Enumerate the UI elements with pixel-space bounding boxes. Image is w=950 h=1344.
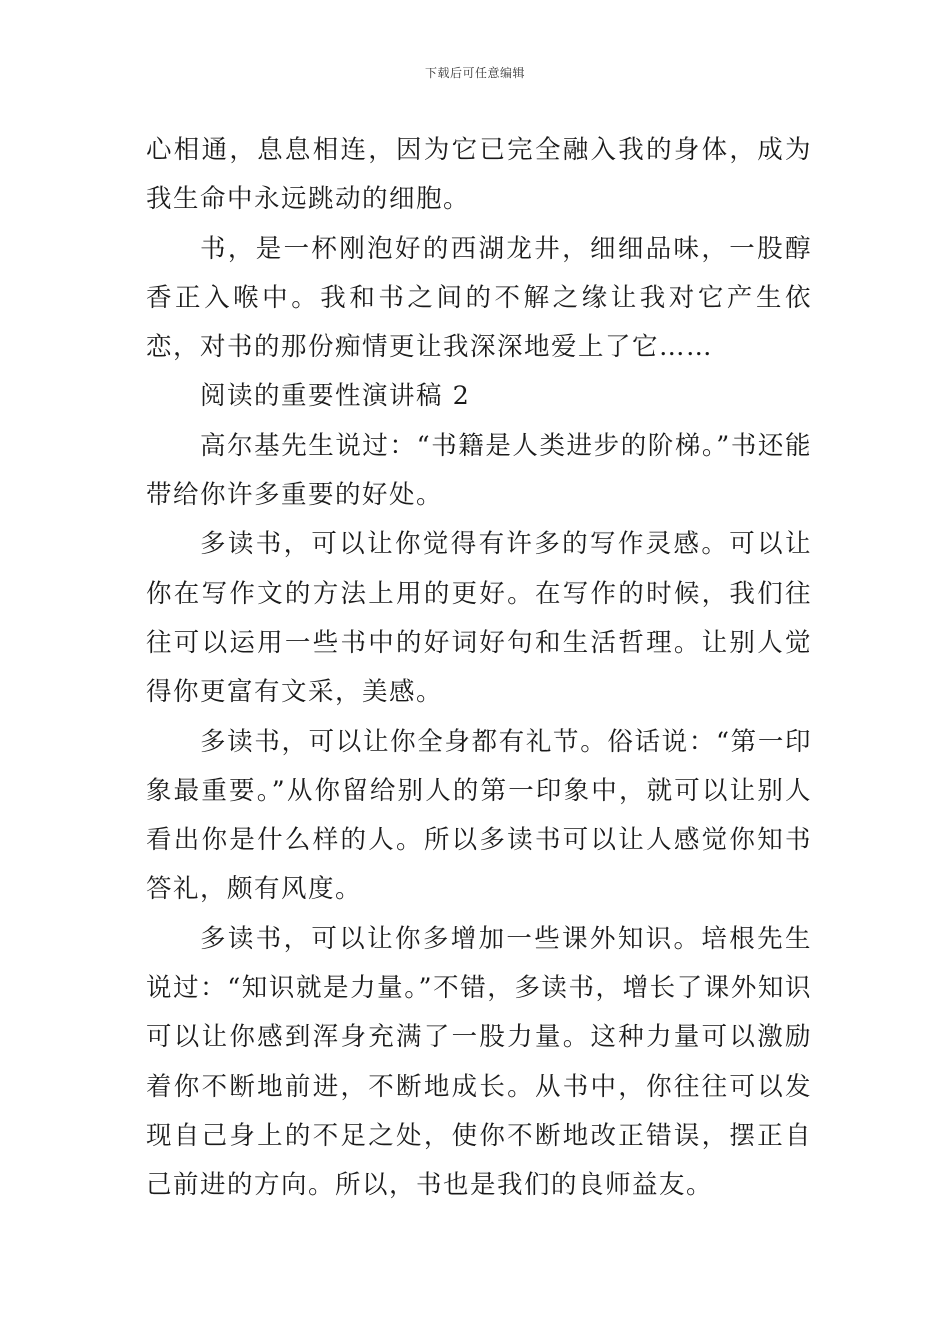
paragraph: 书，是一杯刚泡好的西湖龙井，细细品味，一股醇香正入喉中。我和书之间的不解之缘让我对它产生依恋，对书的那份痴情更让我深深地爱上了它……: [146, 233, 812, 363]
section-title: 阅读的重要性演讲稿 2: [200, 381, 471, 412]
paragraph: 高尔基先生说过：“书籍是人类进步的阶梯。”书还能带给你许多重要的好处。: [146, 430, 812, 511]
paragraph: 多读书，可以让你多增加一些课外知识。培根先生说过：“知识就是力量。”不错，多读书，增长了课外知识可以让你感到浑身充满了一股力量。这种力量可以激励着你不断地前进，不断地成长。从书中，你往往可以发现自己身上的不足之处，使你不断地改正错误，摆正自己前进的方向。所以，书也是我们的良师益友。: [146, 923, 812, 1201]
paragraph: 多读书，可以让你觉得有许多的写作灵感。可以让你在写作文的方法上用的更好。在写作的时候，我们往往可以运用一些书中的好词好句和生活哲理。让别人觉得你更富有文采，美感。: [146, 529, 812, 708]
document-body: [146, 126, 812, 1211]
paragraph: 多读书，可以让你全身都有礼节。俗话说：“第一印象最重要。”从你留给别人的第一印象中，就可以让别人看出你是什么样的人。所以多读书可以让人感觉你知书答礼，颇有风度。: [146, 726, 812, 905]
paragraph-continuation: 心相通，息息相连，因为它已完全融入我的身体，成为我生命中永远跳动的细胞。: [146, 135, 812, 215]
header-note: 下载后可任意编辑: [424, 66, 525, 80]
